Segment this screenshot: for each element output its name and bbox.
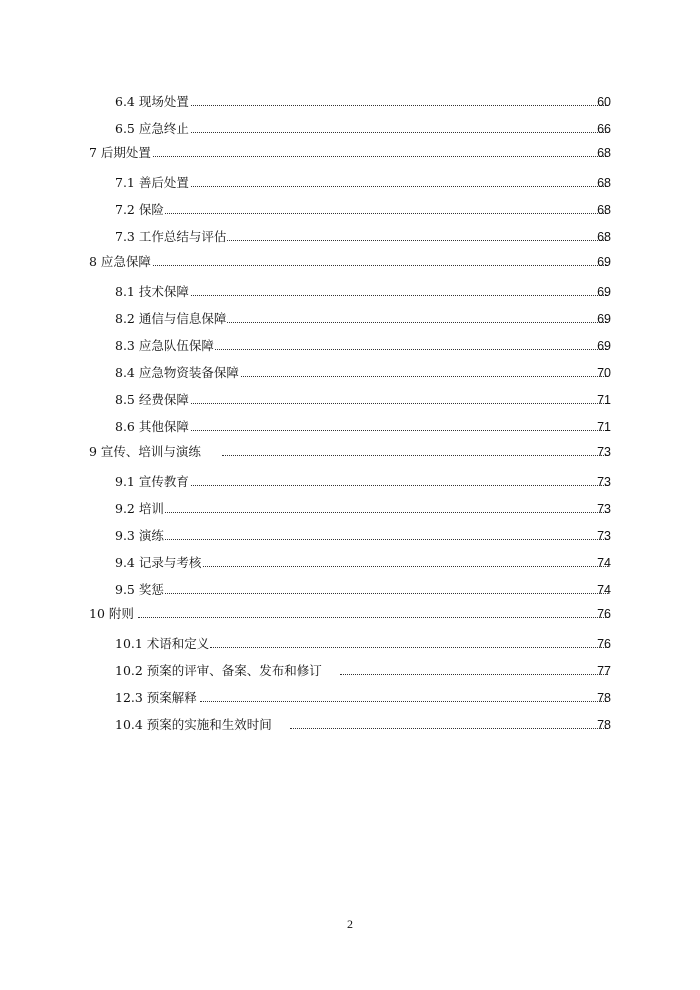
toc-entry-title: 7 后期处置 (89, 143, 152, 163)
toc-entry[interactable] (0, 309, 700, 329)
toc-entry[interactable] (0, 580, 700, 600)
toc-entry-page: 71 (597, 393, 611, 407)
toc-entry-title: 9.4 记录与考核 (115, 553, 202, 573)
toc-entry[interactable] (0, 92, 700, 112)
toc-entry[interactable] (0, 661, 700, 681)
toc-entry-page: 66 (597, 122, 611, 136)
dot-leader (160, 105, 608, 106)
toc-entry-page: 68 (597, 176, 611, 190)
dot-leader (160, 593, 608, 594)
dot-leader (160, 132, 608, 133)
toc-entry[interactable] (0, 472, 700, 492)
toc-entry-page: 73 (597, 529, 611, 543)
dot-leader (160, 403, 608, 404)
page-number: 2 (347, 917, 353, 931)
dot-leader (160, 566, 608, 567)
toc-entry-title: 8.5 经费保障 (115, 390, 190, 410)
toc-entry[interactable] (0, 252, 700, 272)
toc-entry-page: 78 (597, 718, 611, 732)
dot-leader (160, 430, 608, 431)
dot-leader (210, 647, 608, 648)
toc-entry-title: 10.2 预案的评审、备案、发布和修订 (115, 661, 323, 681)
dot-leader (160, 295, 608, 296)
dot-leader (340, 674, 608, 675)
toc-entry-page: 60 (597, 95, 611, 109)
toc-entry-page: 77 (597, 664, 611, 678)
toc-entry-title: 10.4 预案的实施和生效时间 (115, 715, 273, 735)
toc-entry[interactable] (0, 553, 700, 573)
toc-entry[interactable] (0, 417, 700, 437)
dot-leader (138, 617, 608, 618)
toc-entry-page: 71 (597, 420, 611, 434)
toc-entry-page: 69 (597, 285, 611, 299)
dot-leader (160, 485, 608, 486)
toc-entry-title: 8.1 技术保障 (115, 282, 190, 302)
toc-entry-title: 7.2 保险 (115, 200, 165, 220)
toc-entry-title: 8.2 通信与信息保障 (115, 309, 227, 329)
toc-entry-title: 7.3 工作总结与评估 (115, 227, 227, 247)
toc-entry-page: 78 (597, 691, 611, 705)
toc-entry-page: 73 (597, 502, 611, 516)
toc-entry[interactable] (0, 336, 700, 356)
toc-entry-title: 8.6 其他保障 (115, 417, 190, 437)
toc-entry-page: 73 (597, 475, 611, 489)
toc-entry-title: 8 应急保障 (89, 252, 152, 272)
toc-entry-title: 10.1 术语和定义 (115, 634, 210, 654)
dot-leader (138, 156, 608, 157)
toc-entry[interactable] (0, 143, 700, 163)
dot-leader (200, 701, 608, 702)
toc-entry-title: 6.4 现场处置 (115, 92, 190, 112)
toc-entry-title: 9.2 培训 (115, 499, 165, 519)
toc-entry-title: 9 宣传、培训与演练 (89, 442, 202, 462)
toc-entry-title: 9.3 演练 (115, 526, 165, 546)
toc-entry[interactable] (0, 173, 700, 193)
dot-leader (160, 186, 608, 187)
toc-entry[interactable] (0, 227, 700, 247)
toc-entry-page: 68 (597, 230, 611, 244)
dot-leader (160, 539, 608, 540)
toc-entry-page: 69 (597, 312, 611, 326)
toc-entry-page: 76 (597, 607, 611, 621)
toc-entry-title: 7.1 善后处置 (115, 173, 190, 193)
toc-entry-title: 10 附则 (89, 604, 135, 624)
toc-entry[interactable] (0, 715, 700, 735)
toc-entry[interactable] (0, 526, 700, 546)
toc-entry[interactable] (0, 200, 700, 220)
toc-entry-page: 68 (597, 146, 611, 160)
toc-entry[interactable] (0, 282, 700, 302)
toc-entry[interactable] (0, 363, 700, 383)
toc-entry-title: 9.5 奖惩 (115, 580, 165, 600)
toc-entry[interactable] (0, 604, 700, 624)
toc-entry[interactable] (0, 390, 700, 410)
dot-leader (160, 512, 608, 513)
dot-leader (160, 213, 608, 214)
toc-entry-page: 74 (597, 583, 611, 597)
toc-entry-page: 76 (597, 637, 611, 651)
toc-entry-page: 73 (597, 445, 611, 459)
toc-entry-title: 12.3 预案解释 (115, 688, 198, 708)
dot-leader (138, 265, 608, 266)
dot-leader (160, 349, 608, 350)
toc-entry-title: 6.5 应急终止 (115, 119, 190, 139)
toc-entry-page: 69 (597, 339, 611, 353)
toc-entry-page: 74 (597, 556, 611, 570)
toc-entry-title: 8.3 应急队伍保障 (115, 336, 215, 356)
toc-entry[interactable] (0, 499, 700, 519)
dot-leader (290, 728, 608, 729)
toc-entry[interactable] (0, 688, 700, 708)
dot-leader (222, 455, 608, 456)
toc-entry-title: 9.1 宣传教育 (115, 472, 190, 492)
toc-entry[interactable] (0, 119, 700, 139)
toc-entry-page: 70 (597, 366, 611, 380)
toc-entry-page: 68 (597, 203, 611, 217)
toc-entry[interactable] (0, 442, 700, 462)
toc-entry[interactable] (0, 634, 700, 654)
toc-entry-title: 8.4 应急物资装备保障 (115, 363, 240, 383)
toc-entry-page: 69 (597, 255, 611, 269)
